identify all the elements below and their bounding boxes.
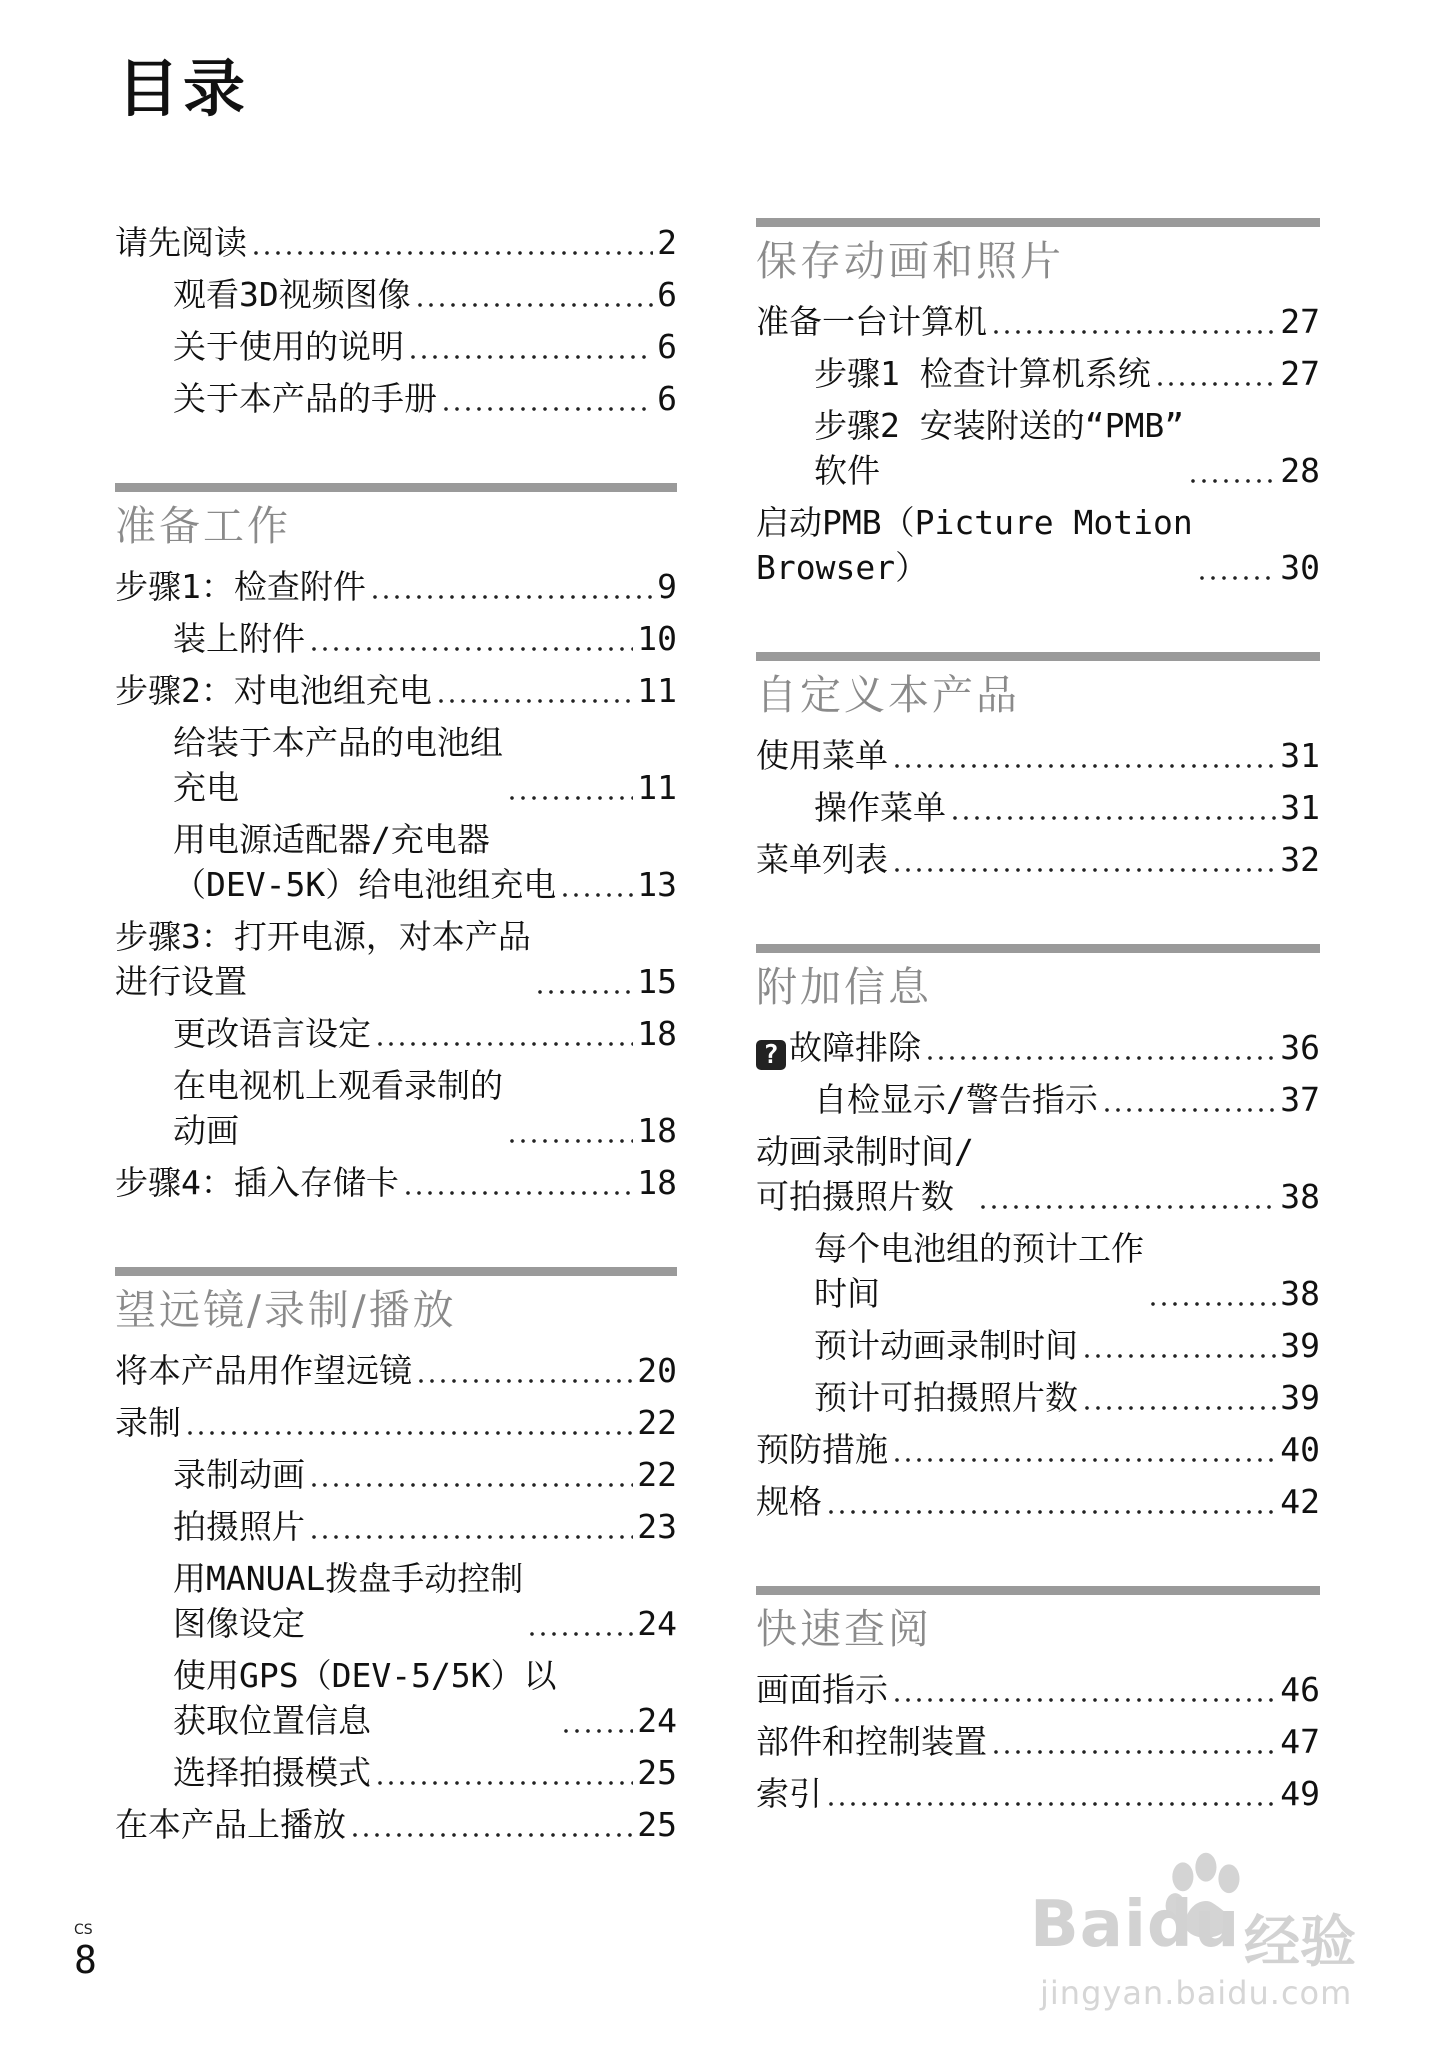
toc-section [756, 944, 1320, 1524]
toc-entry[interactable] [756, 1427, 1320, 1472]
toc-page-number: 38 [1280, 1274, 1320, 1313]
watermark-url: jingyan.baidu.com [1040, 1974, 1353, 2012]
toc-page-number: 27 [1280, 302, 1320, 341]
toc-section [115, 218, 677, 421]
toc-section [756, 1586, 1320, 1816]
toc-page-number: 36 [1280, 1028, 1320, 1067]
toc-entry[interactable] [756, 1025, 1320, 1070]
toc-page-number: 28 [1280, 451, 1320, 490]
right-column [756, 218, 1320, 1823]
toc-page-number: 11 [637, 768, 677, 807]
toc-page-number: 32 [1280, 840, 1320, 879]
toc-entry-label: 启动PMB（Picture Motion Browser） [756, 503, 1193, 587]
toc-entry[interactable] [756, 837, 1320, 882]
toc-entry-label: 预防措施 [756, 1430, 888, 1469]
toc-subentry[interactable] [115, 324, 677, 369]
toc-entry-label: 动画录制时间/ 可拍摄照片数 [756, 1132, 974, 1216]
toc-entry[interactable] [756, 733, 1320, 778]
section-heading: 附加信息 [756, 944, 1320, 1023]
toc-entry-label: 用MANUAL拨盘手动控制 图像设定 [173, 1559, 524, 1643]
dot-leader [311, 1482, 633, 1488]
section-heading: 望远镜/录制/播放 [115, 1267, 677, 1346]
toc-entry[interactable] [115, 564, 677, 609]
toc-entry[interactable] [756, 1771, 1320, 1816]
toc-entry-label: 索引 [756, 1774, 822, 1813]
toc-page-number: 40 [1280, 1430, 1320, 1469]
toc-page-number: 18 [637, 1163, 677, 1202]
toc-subentry[interactable] [115, 616, 677, 661]
dot-leader [927, 1055, 1276, 1061]
toc-page-number: 38 [1280, 1177, 1320, 1216]
dot-leader [1084, 1353, 1276, 1359]
toc-page-number: 31 [1280, 736, 1320, 775]
toc-entry-label: 步骤4：插入存储卡 [115, 1163, 399, 1202]
toc-page-number: 23 [637, 1507, 677, 1546]
toc-section [115, 483, 677, 1205]
toc-page-number: 6 [657, 327, 677, 366]
toc-section [115, 1267, 677, 1847]
dot-leader [352, 1832, 633, 1838]
toc-entry-list [756, 1023, 1320, 1524]
dot-leader [1157, 381, 1277, 387]
toc-entry-label: 预计动画录制时间 [814, 1326, 1078, 1365]
toc-entry[interactable] [115, 1400, 677, 1445]
watermark-brand-part2: du [1146, 1888, 1241, 1962]
toc-page-number: 9 [657, 567, 677, 606]
dot-leader [828, 1509, 1276, 1515]
toc-entry[interactable] [756, 299, 1320, 344]
toc-entry-label: 将本产品用作望远镜 [115, 1351, 412, 1390]
toc-entry-label: 选择拍摄模式 [173, 1753, 371, 1792]
toc-page-number: 13 [637, 865, 677, 904]
toc-entry-label: 菜单列表 [756, 840, 888, 879]
toc-entry-label: 步骤2：对电池组充电 [115, 671, 432, 710]
toc-entry-label: 在电视机上观看录制的 动画 [173, 1066, 503, 1150]
toc-entry-list [756, 297, 1320, 590]
dot-leader [418, 1378, 633, 1384]
watermark-cn: 经验 [1244, 1910, 1356, 1975]
toc-page-number: 24 [637, 1604, 677, 1643]
dot-leader [377, 1041, 633, 1047]
dot-leader [410, 354, 653, 360]
toc-entry[interactable] [115, 914, 677, 1004]
toc-entry-label: 装上附件 [173, 619, 305, 658]
toc-subentry[interactable] [115, 272, 677, 317]
toc-page-number: 15 [637, 962, 677, 1001]
toc-subentry[interactable] [756, 1226, 1320, 1316]
toc-entry-label: 拍摄照片 [173, 1507, 305, 1546]
toc-entry-list [756, 1665, 1320, 1816]
toc-subentry[interactable] [115, 1750, 677, 1795]
dot-leader [1150, 1301, 1276, 1307]
toc-page-number: 47 [1280, 1722, 1320, 1761]
toc-entry-label: 步骤1：检查附件 [115, 567, 366, 606]
toc-entry[interactable] [756, 1129, 1320, 1219]
toc-page-number: 20 [637, 1351, 677, 1390]
toc-subentry[interactable] [756, 1077, 1320, 1122]
toc-entry-list [115, 1346, 677, 1847]
toc-page-number: 30 [1280, 548, 1320, 587]
dot-leader [438, 698, 633, 704]
dot-leader [993, 329, 1276, 335]
toc-entry[interactable] [756, 500, 1320, 590]
toc-entry-label: 操作菜单 [814, 788, 946, 827]
baidu-watermark [1030, 1848, 1370, 2018]
toc-entry-label: 故障排除 [789, 1028, 921, 1067]
toc-entry-list [115, 218, 677, 421]
watermark-brand-part1: Bai [1030, 1888, 1147, 1962]
dot-leader [311, 646, 633, 652]
toc-subentry[interactable] [756, 351, 1320, 396]
toc-entry-label: 录制动画 [173, 1455, 305, 1494]
toc-entry-label: 自检显示/警告指示 [814, 1080, 1098, 1119]
toc-page-number: 42 [1280, 1482, 1320, 1521]
toc-subentry[interactable] [115, 817, 677, 907]
toc-subentry[interactable] [756, 1375, 1320, 1420]
toc-page-number: 22 [637, 1455, 677, 1494]
toc-entry-label: 给装于本产品的电池组 充电 [173, 723, 503, 807]
toc-subentry[interactable] [756, 1323, 1320, 1368]
toc-page-number: 11 [637, 671, 677, 710]
toc-subentry[interactable] [115, 1504, 677, 1549]
toc-subentry[interactable] [756, 403, 1320, 493]
dot-leader [562, 892, 633, 898]
toc-subentry[interactable] [115, 1011, 677, 1056]
toc-page-number: 22 [637, 1403, 677, 1442]
toc-entry-label: 使用GPS（DEV-5/5K）以 获取位置信息 [173, 1656, 557, 1740]
toc-entry-label: 每个电池组的预计工作 时间 [814, 1229, 1144, 1313]
toc-page-number: 31 [1280, 788, 1320, 827]
toc-page-number: 6 [657, 379, 677, 418]
toc-subentry[interactable] [115, 1556, 677, 1646]
toc-entry-label: 准备一台计算机 [756, 302, 987, 341]
toc-page-number: 39 [1280, 1326, 1320, 1365]
toc-section [756, 652, 1320, 882]
toc-entry[interactable] [756, 1667, 1320, 1712]
section-heading: 准备工作 [115, 483, 677, 562]
toc-subentry[interactable] [115, 1452, 677, 1497]
dot-leader [372, 594, 653, 600]
dot-leader [952, 815, 1276, 821]
toc-page-number: 6 [657, 275, 677, 314]
dot-leader [253, 250, 653, 256]
toc-entry-label: 步骤3：打开电源，对本产品 进行设置 [115, 917, 531, 1001]
toc-entry[interactable] [115, 1802, 677, 1847]
toc-page-number: 18 [637, 1014, 677, 1053]
dot-leader [993, 1749, 1276, 1755]
dot-leader [509, 1138, 633, 1144]
help-question-icon: ? [756, 1040, 786, 1070]
toc-page-number: 39 [1280, 1378, 1320, 1417]
toc-page-number: 49 [1280, 1774, 1320, 1813]
toc-entry[interactable] [756, 1479, 1320, 1524]
toc-entry-label: 预计可拍摄照片数 [814, 1378, 1078, 1417]
dot-leader [443, 406, 653, 412]
toc-entry-label: 关于本产品的手册 [173, 379, 437, 418]
toc-entry-label: 规格 [756, 1482, 822, 1521]
left-column [115, 218, 677, 1854]
toc-page-number: 25 [637, 1753, 677, 1792]
toc-page-number: 10 [637, 619, 677, 658]
toc-page-number: 25 [637, 1805, 677, 1844]
dot-leader [828, 1801, 1276, 1807]
section-heading: 保存动画和照片 [756, 218, 1320, 297]
toc-page-number: 37 [1280, 1080, 1320, 1119]
toc-section [756, 218, 1320, 590]
toc-entry-label: 部件和控制装置 [756, 1722, 987, 1761]
toc-entry[interactable] [115, 1160, 677, 1205]
toc-entry-label: 用电源适配器/充电器 （DEV-5K）给电池组充电 [173, 820, 557, 904]
dot-leader [537, 989, 633, 995]
dot-leader [405, 1190, 633, 1196]
toc-page-number: 46 [1280, 1670, 1320, 1709]
toc-subentry[interactable] [115, 1063, 677, 1153]
dot-leader [417, 302, 653, 308]
toc-entry-label: 步骤2 安装附送的“PMB” 软件 [814, 406, 1185, 490]
toc-entry-label: 录制 [115, 1403, 181, 1442]
toc-entry[interactable] [756, 1719, 1320, 1764]
toc-page-number: 18 [637, 1111, 677, 1150]
toc-entry-list [756, 731, 1320, 882]
toc-entry-label: 观看3D视频图像 [173, 275, 411, 314]
dot-leader [894, 763, 1276, 769]
toc-entry-label: 关于使用的说明 [173, 327, 404, 366]
toc-entry-label: 请先阅读 [115, 223, 247, 262]
toc-entry[interactable] [115, 220, 677, 265]
toc-page-number: 2 [657, 223, 677, 262]
toc-entry-label: 使用菜单 [756, 736, 888, 775]
toc-entry-label: 在本产品上播放 [115, 1805, 346, 1844]
toc-subentry[interactable] [115, 1653, 677, 1743]
dot-leader [1104, 1107, 1276, 1113]
toc-entry[interactable] [115, 1348, 677, 1393]
dot-leader [894, 1697, 1276, 1703]
toc-subentry[interactable] [115, 376, 677, 421]
toc-entry[interactable] [115, 668, 677, 713]
page-number: 8 [74, 1938, 97, 1982]
section-heading: 自定义本产品 [756, 652, 1320, 731]
dot-leader [563, 1728, 634, 1734]
toc-entry-label: 画面指示 [756, 1670, 888, 1709]
dot-leader [529, 1631, 633, 1637]
language-code: CS [74, 1922, 93, 1938]
dot-leader [894, 867, 1276, 873]
toc-page-number: 27 [1280, 354, 1320, 393]
watermark-brand [1030, 1888, 1240, 1962]
toc-entry-label: 步骤1 检查计算机系统 [814, 354, 1151, 393]
dot-leader [509, 795, 633, 801]
dot-leader [1199, 575, 1276, 581]
dot-leader [377, 1780, 633, 1786]
toc-entry-list [115, 562, 677, 1205]
toc-subentry[interactable] [756, 785, 1320, 830]
dot-leader [311, 1534, 633, 1540]
dot-leader [894, 1457, 1276, 1463]
toc-page-number: 24 [637, 1701, 677, 1740]
toc-entry-label: 更改语言设定 [173, 1014, 371, 1053]
dot-leader [980, 1204, 1276, 1210]
dot-leader [1190, 478, 1276, 484]
page-title: 目录 [117, 52, 250, 125]
section-heading: 快速查阅 [756, 1586, 1320, 1665]
dot-leader [187, 1430, 633, 1436]
toc-subentry[interactable] [115, 720, 677, 810]
dot-leader [1084, 1405, 1276, 1411]
